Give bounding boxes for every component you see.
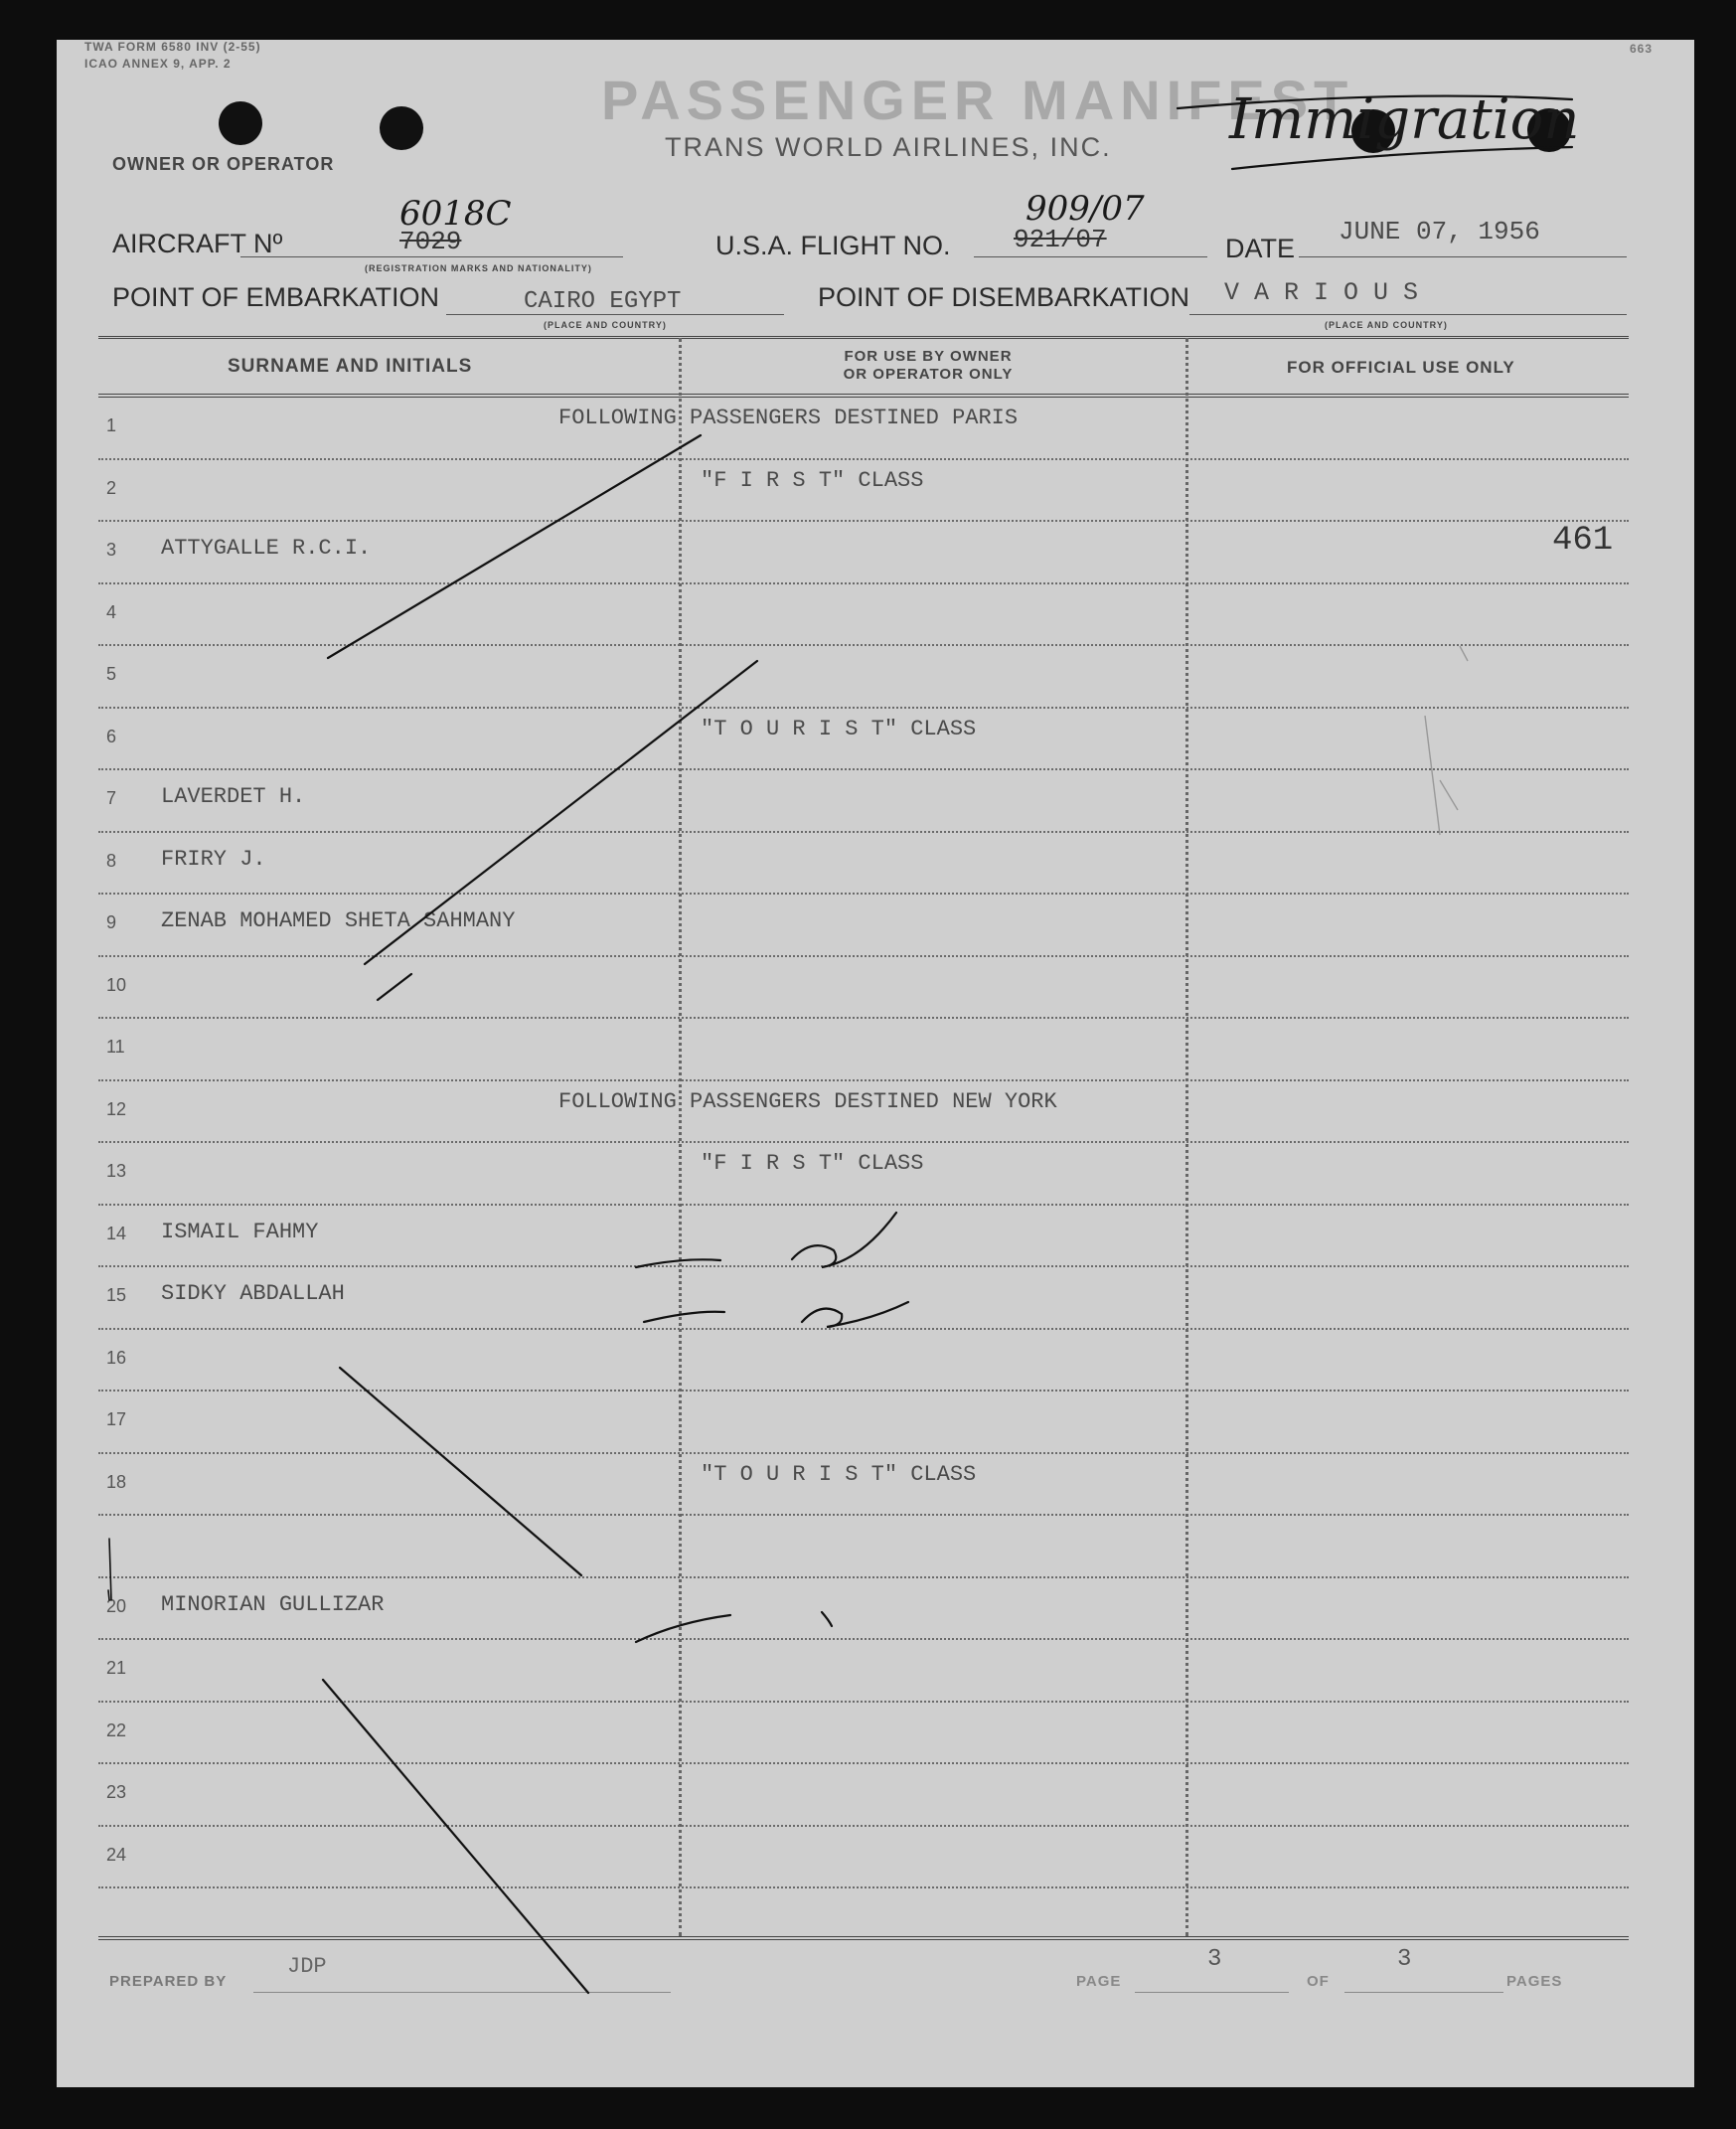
aircraft-value: 6018C	[399, 194, 512, 234]
stamp-second-underline-stroke	[1232, 147, 1572, 169]
handwritten-marks	[57, 40, 1694, 2087]
row-number: 16	[106, 1347, 127, 1368]
row-number: 9	[106, 912, 117, 932]
airline-name: TRANS WORLD AIRLINES, INC.	[665, 132, 1112, 162]
destination-note: FOLLOWING PASSENGERS DESTINED NEW YORK	[558, 1088, 1057, 1114]
manifest-sheet	[57, 40, 1694, 2087]
diagonal-strike-stroke	[340, 1368, 581, 1575]
margin-tick-stroke	[108, 1590, 109, 1600]
class-note: "T O U R I S T" CLASS	[701, 716, 977, 741]
row-number: 23	[106, 1782, 127, 1802]
prepared-by-label: PREPARED BY	[109, 1973, 228, 1990]
row-number: 12	[106, 1098, 127, 1119]
date-label: DATE	[1225, 234, 1296, 263]
check-mark-stroke	[644, 1312, 724, 1322]
destination-note: FOLLOWING PASSENGERS DESTINED PARIS	[558, 406, 1019, 430]
row-number: 5	[106, 664, 117, 684]
row-number: 7	[106, 788, 117, 808]
initial-a-stroke	[792, 1213, 896, 1267]
embarkation-caption: (PLACE AND COUNTRY)	[544, 320, 667, 330]
row-number: 4	[106, 601, 117, 622]
row-number: 11	[106, 1037, 125, 1057]
class-note: "T O U R I S T" CLASS	[701, 1461, 977, 1487]
check-mark-stroke	[636, 1259, 720, 1267]
row-number: 3	[106, 540, 117, 560]
row-number: 13	[106, 1161, 127, 1181]
row-number: 14	[106, 1223, 127, 1243]
page-corner-number: 663	[1630, 42, 1654, 56]
diagonal-strike-stroke	[328, 435, 701, 658]
owner-column-header-line2: OR OPERATOR ONLY	[843, 366, 1014, 383]
passenger-name: LAVERDET H.	[161, 784, 306, 809]
date-value: JUNE 07, 1956	[1339, 217, 1540, 246]
disembarkation-value: V A R I O U S	[1224, 278, 1419, 307]
owner-column-header-line1: FOR USE BY OWNER	[844, 348, 1013, 365]
row-number: 18	[106, 1471, 127, 1492]
form-code: TWA FORM 6580 INV (2-55)	[84, 40, 261, 54]
row-number: 8	[106, 850, 117, 871]
flight-label: U.S.A. FLIGHT NO.	[715, 231, 951, 260]
flight-struck-value: 921/07	[1014, 225, 1107, 254]
row-number: 21	[106, 1658, 127, 1678]
page-value: 3	[1207, 1946, 1222, 1973]
diagonal-strike-stroke	[365, 661, 757, 964]
row-number: 2	[106, 477, 117, 498]
aircraft-label: AIRCRAFT Nº	[112, 229, 283, 258]
handwritten-stamp-note: Immigration	[1229, 87, 1580, 152]
passenger-name: ISMAIL FAHMY	[161, 1219, 319, 1244]
stamp-underline-stroke	[1178, 96, 1572, 108]
embarkation-label: POINT OF EMBARKATION	[112, 282, 440, 312]
class-note: "F I R S T" CLASS	[701, 1151, 924, 1176]
row-number: 1	[106, 415, 117, 435]
disembarkation-label: POINT OF DISEMBARKATION	[818, 282, 1190, 312]
check-mark-stroke	[636, 1615, 730, 1642]
manifest-title: PASSENGER MANIFEST	[601, 69, 1354, 131]
passenger-name: SIDKY ABDALLAH	[161, 1281, 345, 1306]
official-use-value: 461	[1552, 522, 1614, 560]
passenger-name: ZENAB MOHAMED SHETA SAHMANY	[161, 908, 516, 933]
row-number: 10	[106, 974, 127, 995]
form-annex: ICAO ANNEX 9, APP. 2	[84, 57, 232, 71]
pages-label: PAGES	[1506, 1973, 1563, 1990]
passenger-name: ATTYGALLE R.C.I.	[161, 536, 372, 561]
faint-pencil-stroke	[1440, 780, 1458, 810]
faint-pencil-stroke	[1425, 716, 1440, 835]
aircraft-caption: (REGISTRATION MARKS AND NATIONALITY)	[365, 263, 592, 273]
margin-tick-stroke	[109, 1539, 111, 1600]
page-label: PAGE	[1076, 1973, 1122, 1990]
faint-pencil-stroke	[1460, 646, 1468, 661]
row-number: 17	[106, 1409, 127, 1429]
aircraft-struck-value: 7029	[399, 227, 462, 256]
tick-mark-stroke	[822, 1612, 832, 1626]
embarkation-value: CAIRO EGYPT	[524, 288, 682, 315]
disembarkation-caption: (PLACE AND COUNTRY)	[1325, 320, 1448, 330]
row-number: 22	[106, 1720, 127, 1740]
initial-a-stroke	[802, 1302, 908, 1327]
class-note: "F I R S T" CLASS	[701, 467, 924, 493]
row-number: 15	[106, 1285, 127, 1305]
of-value: 3	[1397, 1946, 1412, 1973]
surname-column-header: SURNAME AND INITIALS	[228, 356, 473, 377]
row-number: 24	[106, 1844, 127, 1865]
official-column-header: FOR OFFICIAL USE ONLY	[1287, 358, 1515, 377]
row-number: 6	[106, 726, 117, 746]
prepared-by-value: JDP	[287, 1954, 327, 1979]
diagonal-strike-stroke	[323, 1680, 588, 1993]
flight-value: 909/07	[1026, 189, 1145, 229]
row-number: 20	[106, 1595, 127, 1616]
owner-label: OWNER OR OPERATOR	[112, 154, 335, 174]
passenger-name: FRIRY J.	[161, 846, 266, 872]
of-label: OF	[1307, 1973, 1330, 1990]
passenger-name: MINORIAN GULLIZAR	[161, 1591, 385, 1617]
diagonal-strike-stroke	[378, 974, 411, 1000]
